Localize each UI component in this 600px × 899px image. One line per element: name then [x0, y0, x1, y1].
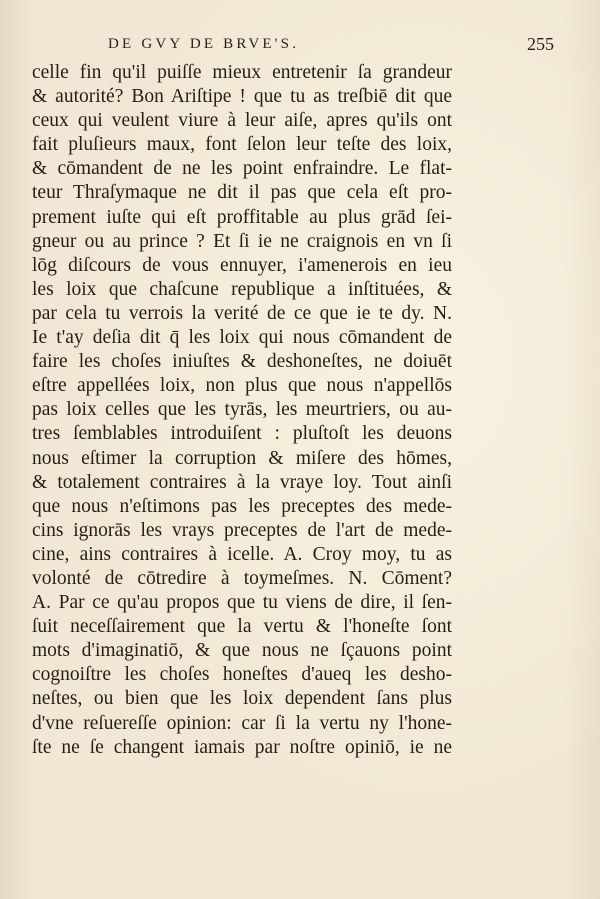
text-line: pas loix celles que les tyrās, les meurtriers, ou au- — [32, 399, 452, 421]
text-line: volonté de cōtredire à toymeſmes. N. Cōment? — [32, 567, 452, 589]
text-line: Ie t'ay deſia dit q̄ les loix qui nous cōmandent de — [32, 327, 452, 349]
text-line: neſtes, ou bien que les loix dependent ſans plus — [32, 688, 452, 710]
text-line: & autorité? Bon Ariſtipe ! que tu as treſbiē dit que — [32, 86, 452, 108]
text-line: d'vne reſuereſſe opinion: car ſi la vertu ny l'hone- — [32, 712, 452, 734]
page-header — [30, 36, 560, 62]
text-line: celle fin qu'il puiſſe mieux entretenir ſa grandeur — [32, 62, 452, 83]
text-line: fait pluſieurs maux, font ſelon leur teſte des loix, — [32, 134, 452, 156]
text-line: que nous n'eſtimons pas les preceptes des mede- — [32, 495, 452, 517]
text-line: cins ignorās les vrays preceptes de l'art de mede- — [32, 519, 452, 541]
text-line: par cela tu verrois la verité de ce que ie te dy. N. — [32, 302, 452, 324]
text-line: A. Par ce qu'au propos que tu viens de dire, il ſen- — [32, 592, 452, 614]
text-line: gneur ou au prince ? Et ſi ie ne craignois en vn ſi — [32, 230, 452, 252]
text-line: prement iuſte qui eſt proffitable au plus grād ſei- — [32, 206, 452, 228]
text-line: ceux qui veulent viure à leur aiſe, apres qu'ils ont — [32, 110, 452, 132]
text-line: teur Thraſymaque ne dit il pas que cela eſt pro- — [32, 182, 452, 204]
text-line: les loix que chaſcune republique a inſtituées, & — [32, 278, 452, 300]
text-line: cognoiſtre les choſes honeſtes d'aueq les desho- — [32, 664, 452, 686]
text-line: ſuit neceſſairement que la vertu & l'honeſte ſont — [32, 616, 452, 638]
text-line: & totalement contraires à la vraye loy. Tout ainſi — [32, 471, 452, 493]
body-text — [32, 61, 452, 760]
text-line: eſtre appellées loix, non plus que nous n'appellōs — [32, 375, 452, 397]
text-line: nous eſtimer la corruption & miſere des hōmes, — [32, 447, 452, 469]
page-number: 255 — [527, 34, 554, 54]
text-line: cine, ains contraires à icelle. A. Croy moy, tu as — [32, 543, 452, 565]
text-line: & cōmandent de ne les point enfraindre. Le flat- — [32, 158, 452, 180]
text-line: tres ſemblables introduiſent : pluſtoſt les deuons — [32, 423, 452, 445]
text-line: lōg diſcours de vous ennuyer, i'amenerois en ieu — [32, 254, 452, 276]
text-line: mots d'imaginatiō, & que nous ne ſçauons point — [32, 640, 452, 662]
running-head: DE GVY DE BRVE'S. — [108, 36, 300, 52]
text-line: ſte ne ſe changent iamais par noſtre opiniō, ie ne — [32, 736, 452, 758]
text-line: faire les choſes iniuſtes & deshoneſtes, ne doiuēt — [32, 351, 452, 373]
